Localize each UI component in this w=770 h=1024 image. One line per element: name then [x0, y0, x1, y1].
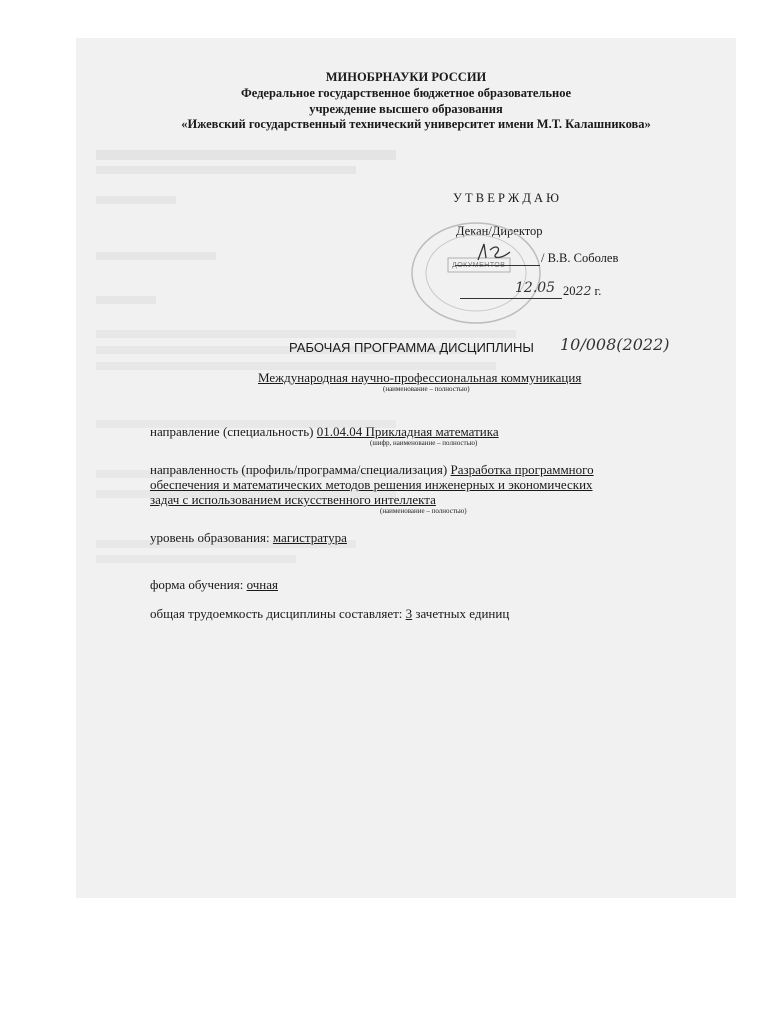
direction-value: 01.04.04 Прикладная математика	[316, 424, 499, 439]
discipline-caption: (наименование – полностью)	[383, 385, 470, 393]
profile-row: направленность (профиль/программа/специализация) Разработка программного	[150, 462, 594, 477]
bleed-through-mark	[96, 150, 396, 160]
credits-value: 3	[405, 606, 413, 621]
form-row: форма обучения: очная	[150, 577, 278, 592]
approval-position: Декан/Директор	[456, 224, 543, 238]
bleed-through-mark	[96, 252, 216, 260]
approval-title: У Т В Е Р Ж Д А Ю	[453, 191, 560, 205]
federal-line: Федеральное государственное бюджетное образовательное	[240, 86, 572, 100]
institution-line: учреждение высшего образования	[309, 102, 503, 116]
handwritten-code: 10/008(2022)	[560, 335, 670, 354]
date-handwritten: 12.05	[515, 280, 556, 296]
bleed-through-mark	[96, 330, 516, 338]
official-stamp	[408, 218, 548, 328]
form-value: очная	[246, 577, 278, 592]
bleed-through-mark	[96, 196, 176, 204]
signature	[470, 238, 540, 268]
direction-caption: (шифр, наименование – полностью)	[370, 439, 478, 447]
bleed-through-mark	[96, 362, 496, 370]
profile-value-line3: задач с использованием искусственного интеллекта	[150, 492, 436, 507]
bleed-through-mark	[96, 166, 356, 174]
profile-value-line2: обеспечения и математических методов решения инженерных и экономических	[150, 477, 593, 492]
level-row: уровень образования: магистратура	[150, 530, 347, 545]
bleed-through-mark	[96, 555, 296, 563]
university-name: «Ижевский государственный технический университет имени М.Т. Калашникова»	[181, 117, 651, 131]
signature-line	[455, 265, 540, 266]
date-line	[460, 298, 562, 299]
profile-caption: (наименование – полностью)	[380, 507, 467, 515]
program-title: РАБОЧАЯ ПРОГРАММА ДИСЦИПЛИНЫ	[289, 340, 534, 355]
profile-value: Разработка программного	[450, 462, 594, 477]
signature-name: / В.В. Соболев	[541, 251, 619, 265]
bleed-through-mark	[96, 296, 156, 304]
date-year: 2022 г.	[563, 283, 602, 298]
discipline-name: Международная научно-профессиональная коммуникация	[258, 370, 582, 385]
credits-row: общая трудоемкость дисциплины составляет: 3 зачетных единиц	[150, 606, 510, 621]
level-value: магистратура	[272, 530, 347, 545]
stamp-text: ДОКУМЕНТОВ	[452, 262, 506, 269]
direction-row: направление (специальность) 01.04.04 Прикладная математика	[150, 424, 499, 439]
ministry-name: МИНОБРНАУКИ РОССИИ	[325, 70, 487, 84]
